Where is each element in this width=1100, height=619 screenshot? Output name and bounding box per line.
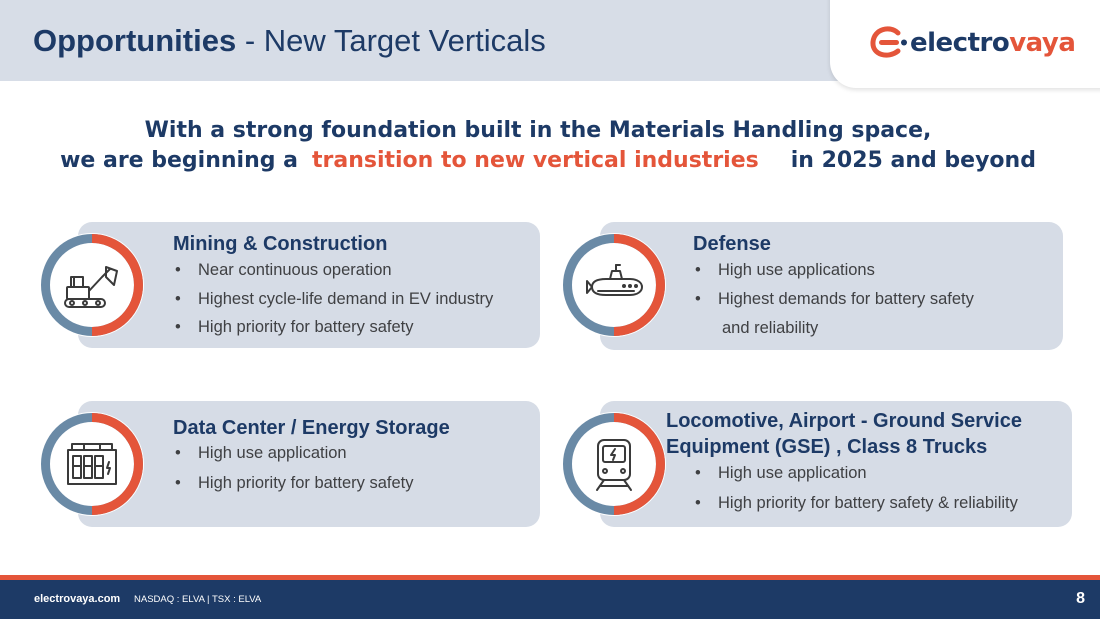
page-number: 8 — [1076, 590, 1085, 607]
bullet-text: Highest demands for battery safety — [718, 290, 974, 308]
bullet-list — [693, 260, 974, 339]
headline-accent: transition to new vertical industries — [311, 148, 759, 173]
list-item: • High use applications — [693, 260, 974, 281]
list-item: • Near continuous operation — [173, 260, 493, 281]
bullet-list — [693, 463, 1018, 514]
list-item: • High priority for battery safety & reliability — [693, 493, 1018, 514]
battery-rack-icon — [62, 434, 122, 494]
headline-line-2 — [0, 146, 1096, 175]
logo-wordmark — [910, 28, 1075, 58]
company-logo — [868, 25, 1075, 61]
submarine-icon — [584, 255, 644, 315]
icon-circle-mining — [40, 233, 144, 337]
headline-line-1: With a strong foundation built in the Materials Handling space, — [144, 118, 932, 143]
card-title: Mining & Construction — [173, 233, 388, 255]
footer-website: electrovaya.com — [34, 593, 121, 605]
card-title-line-2: Equipment (GSE) , Class 8 Trucks — [666, 436, 988, 458]
page-title — [33, 22, 546, 60]
page-title-bold: Opportunities — [33, 23, 237, 58]
card-title: Defense — [693, 233, 771, 255]
icon-circle-defense — [562, 233, 666, 337]
logo-wordmark-vaya: vaya — [1009, 28, 1076, 58]
headline-line-2-pre: we are beginning a — [60, 148, 298, 173]
list-item: • High priority for battery safety — [173, 473, 414, 494]
logo-wordmark-electro: electro — [910, 28, 1010, 58]
icon-circle-data-center — [40, 412, 144, 516]
list-item: • High use application — [173, 443, 414, 464]
headline-line-2-post: in 2025 and beyond — [790, 148, 1036, 173]
list-item: • Highest cycle-life demand in EV industry — [173, 289, 493, 310]
card-title-line-1: Locomotive, Airport - Ground Service — [666, 410, 1022, 432]
list-item: • High priority for battery safety — [173, 317, 493, 338]
card-title: Data Center / Energy Storage — [173, 417, 450, 439]
bullet-list — [173, 260, 493, 338]
list-item: • High use application — [693, 463, 1018, 484]
logo-mark-icon — [868, 25, 908, 61]
footer-bar — [0, 580, 1100, 619]
bullet-list — [173, 443, 414, 494]
train-icon — [584, 434, 644, 494]
list-item — [693, 289, 974, 339]
bullet-continuation: and reliability — [722, 319, 819, 337]
footer-ticker: NASDAQ : ELVA | TSX : ELVA — [134, 594, 262, 605]
icon-circle-locomotive — [562, 412, 666, 516]
excavator-icon — [62, 255, 122, 315]
page-title-subtitle: - New Target Verticals — [244, 23, 546, 58]
